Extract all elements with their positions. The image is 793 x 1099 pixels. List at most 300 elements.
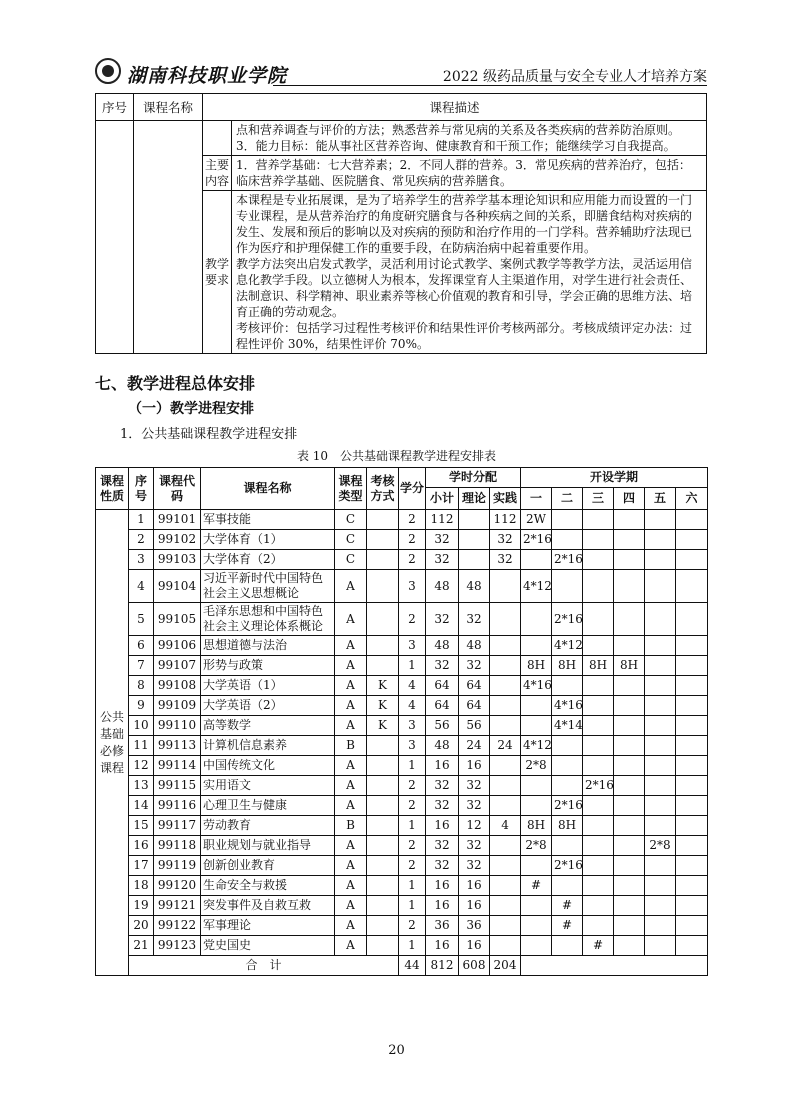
- col-name: 课程名称: [201, 468, 335, 510]
- cell-term-3: [583, 736, 614, 756]
- cell-seq: 16: [129, 836, 154, 856]
- total-label: 合 计: [129, 956, 399, 976]
- cell-practice: [490, 776, 521, 796]
- cell-theory: [459, 510, 490, 530]
- col-credit: 学分: [399, 468, 426, 510]
- col-type: 课程类型: [335, 468, 367, 510]
- cell-term-1: [521, 916, 552, 936]
- cell-term-6: [676, 916, 708, 936]
- schedule-header-row: [96, 468, 708, 488]
- school-logo-icon: [95, 58, 121, 84]
- cell-term-5: [645, 636, 676, 656]
- cell-total: 32: [426, 856, 459, 876]
- cell-term-6: [676, 776, 708, 796]
- school-name: 湖南科技职业学院: [127, 65, 288, 87]
- cell-term-2: [552, 510, 583, 530]
- cell-term-3: [583, 603, 614, 636]
- col-term-6: 六: [676, 488, 708, 510]
- cell-term-3: [583, 570, 614, 603]
- cell-term-5: [645, 716, 676, 736]
- col-practice: 实践: [490, 488, 521, 510]
- cell-exam: K: [367, 716, 399, 736]
- cell-type: C: [335, 510, 367, 530]
- cell-total: 48: [426, 736, 459, 756]
- cell-code: 99116: [154, 796, 201, 816]
- sub-subsection-title: 1．公共基础课程教学进程安排: [120, 427, 298, 442]
- cell-name: 形势与政策: [201, 656, 335, 676]
- cell-credit: 2: [399, 916, 426, 936]
- table-row: [96, 876, 708, 896]
- cell-practice: 4: [490, 816, 521, 836]
- cell-code: 99117: [154, 816, 201, 836]
- cell-practice: [490, 936, 521, 956]
- cell-term-2: #: [552, 896, 583, 916]
- cell-credit: 2: [399, 510, 426, 530]
- cell-exam: [367, 570, 399, 603]
- cell-practice: 32: [490, 530, 521, 550]
- table-row: [96, 676, 708, 696]
- cell-term-4: [614, 916, 645, 936]
- cell-term-3: [583, 676, 614, 696]
- cell-credit: 1: [399, 756, 426, 776]
- cell-code: 99120: [154, 876, 201, 896]
- cell-total: 32: [426, 656, 459, 676]
- cell-term-2: 4*14: [552, 716, 583, 736]
- desc-continuation-row: [96, 121, 707, 156]
- cell-code: 99104: [154, 570, 201, 603]
- header-rule: [273, 85, 707, 86]
- cell-seq: 19: [129, 896, 154, 916]
- page-number: 20: [388, 1043, 405, 1058]
- cell-credit: 2: [399, 530, 426, 550]
- cell-theory: [459, 530, 490, 550]
- col-theory: 理论: [459, 488, 490, 510]
- cell-exam: [367, 816, 399, 836]
- cell-theory: 48: [459, 636, 490, 656]
- cell-name: 心理卫生与健康: [201, 796, 335, 816]
- cell-credit: 2: [399, 796, 426, 816]
- cell-practice: [490, 916, 521, 936]
- cell-exam: [367, 636, 399, 656]
- desc-continued-text: [232, 121, 707, 156]
- cell-term-6: [676, 856, 708, 876]
- table-row: [96, 636, 708, 656]
- cell-term-4: [614, 876, 645, 896]
- cell-exam: [367, 756, 399, 776]
- cell-credit: 2: [399, 836, 426, 856]
- total-theory: 608: [459, 956, 490, 976]
- cell-name: 突发事件及自救互救: [201, 896, 335, 916]
- cell-term-2: 8H: [552, 816, 583, 836]
- cell-term-6: [676, 530, 708, 550]
- cell-term-5: [645, 756, 676, 776]
- cell-total: 32: [426, 836, 459, 856]
- cell-code: 99122: [154, 916, 201, 936]
- cell-name: 高等数学: [201, 716, 335, 736]
- cell-seq: 5: [129, 603, 154, 636]
- cell-term-3: [583, 636, 614, 656]
- cell-total: 16: [426, 816, 459, 836]
- cell-name: 军事技能: [201, 510, 335, 530]
- cell-term-5: [645, 776, 676, 796]
- total-practice: 204: [490, 956, 521, 976]
- cell-name: 劳动教育: [201, 816, 335, 836]
- cell-theory: 16: [459, 756, 490, 776]
- cell-exam: K: [367, 696, 399, 716]
- cell-total: 32: [426, 796, 459, 816]
- cell-seq: 20: [129, 916, 154, 936]
- cell-term-5: [645, 896, 676, 916]
- cell-type: A: [335, 696, 367, 716]
- col-nature: 课程性质: [96, 468, 129, 510]
- total-row: [96, 956, 708, 976]
- cell-seq: 4: [129, 570, 154, 603]
- cell-term-2: [552, 756, 583, 776]
- cell-term-6: [676, 550, 708, 570]
- cell-term-6: [676, 756, 708, 776]
- col-exam: 考核方式: [367, 468, 399, 510]
- cell-total: 112: [426, 510, 459, 530]
- cell-term-3: [583, 550, 614, 570]
- cell-term-1: [521, 603, 552, 636]
- cell-term-2: 4*12: [552, 636, 583, 656]
- cell-term-6: [676, 570, 708, 603]
- cell-term-3: [583, 876, 614, 896]
- cell-term-5: [645, 603, 676, 636]
- cell-theory: 32: [459, 776, 490, 796]
- cell-term-5: [645, 530, 676, 550]
- table-row: [96, 656, 708, 676]
- cell-term-4: [614, 936, 645, 956]
- cell-term-4: [614, 716, 645, 736]
- cell-practice: [490, 656, 521, 676]
- cell-name: 计算机信息素养: [201, 736, 335, 756]
- cell-total: 16: [426, 756, 459, 776]
- cell-term-5: [645, 696, 676, 716]
- cell-theory: 32: [459, 656, 490, 676]
- cell-practice: [490, 716, 521, 736]
- cell-total: 32: [426, 530, 459, 550]
- cell-term-5: [645, 796, 676, 816]
- cell-exam: [367, 836, 399, 856]
- cell-code: 99108: [154, 676, 201, 696]
- cell-practice: [490, 876, 521, 896]
- cell-exam: K: [367, 676, 399, 696]
- cell-type: A: [335, 656, 367, 676]
- requirement-text: [232, 191, 707, 354]
- desc-line: 点和营养调查与评价的方法；熟悉营养与常见病的关系及各类疾病的营养防治原则。: [236, 123, 681, 137]
- cell-type: A: [335, 876, 367, 896]
- cell-credit: 4: [399, 676, 426, 696]
- cell-name: 实用语文: [201, 776, 335, 796]
- cell-seq: 1: [129, 510, 154, 530]
- requirement-paragraph: 本课程是专业拓展课，是为了培养学生的营养学基本理论知识和应用能力而设置的一门专业课程，是从营养治疗的角度研究膳食与各种疾病之间的关系，即膳食结构对疾病的发生、发展和预后的影响以及对疾病的预防和治疗作用的一门学科。营养辅助疗法现已作为医疗和护理保健工作的重要手段，在防病治病中起着重要作用。: [236, 193, 693, 255]
- cell-term-5: [645, 550, 676, 570]
- table-row: [96, 816, 708, 836]
- cell-term-2: [552, 936, 583, 956]
- cell-term-1: [521, 716, 552, 736]
- cell-exam: [367, 936, 399, 956]
- cell-term-4: [614, 736, 645, 756]
- cell-code: 99121: [154, 896, 201, 916]
- cell-exam: [367, 896, 399, 916]
- section-title: 七、教学进程总体安排: [95, 374, 256, 393]
- cell-term-2: 4*16: [552, 696, 583, 716]
- cell-total: 16: [426, 876, 459, 896]
- desc-line: 3．能力目标：能从事社区营养咨询、健康教育和干预工作；能继续学习自我提高。: [236, 139, 676, 153]
- cell-term-4: [614, 836, 645, 856]
- cell-code: 99113: [154, 736, 201, 756]
- cell-credit: 1: [399, 936, 426, 956]
- cell-term-5: [645, 570, 676, 603]
- cell-total: 32: [426, 776, 459, 796]
- cell-credit: 3: [399, 716, 426, 736]
- cell-type: A: [335, 570, 367, 603]
- cell-term-1: 2*8: [521, 836, 552, 856]
- table-row: [96, 696, 708, 716]
- cell-credit: 3: [399, 636, 426, 656]
- cell-type: C: [335, 530, 367, 550]
- cell-theory: [459, 550, 490, 570]
- table-caption: 表 10 公共基础课程教学进程安排表: [296, 449, 497, 463]
- cell-name: 职业规划与就业指导: [201, 836, 335, 856]
- cell-practice: [490, 696, 521, 716]
- cell-credit: 1: [399, 896, 426, 916]
- cell-name: 习近平新时代中国特色社会主义思想概论: [201, 570, 335, 603]
- cell-term-1: [521, 796, 552, 816]
- cell-theory: 24: [459, 736, 490, 756]
- cell-term-1: 4*16: [521, 676, 552, 696]
- cell-term-2: 2*16: [552, 603, 583, 636]
- cell-term-3: [583, 530, 614, 550]
- cell-term-4: [614, 756, 645, 776]
- requirement-label: 教学要求: [203, 191, 232, 354]
- cell-seq: 17: [129, 856, 154, 876]
- cell-total: 48: [426, 570, 459, 603]
- cell-seq: 7: [129, 656, 154, 676]
- cell-practice: [490, 796, 521, 816]
- cell-term-6: [676, 816, 708, 836]
- cell-term-2: [552, 776, 583, 796]
- table-row: [96, 530, 708, 550]
- cell-seq: 9: [129, 696, 154, 716]
- cell-theory: 16: [459, 896, 490, 916]
- cell-type: A: [335, 836, 367, 856]
- cell-term-3: [583, 696, 614, 716]
- cell-seq: 15: [129, 816, 154, 836]
- cell-term-1: 2W: [521, 510, 552, 530]
- cell-term-5: [645, 656, 676, 676]
- cell-theory: 64: [459, 676, 490, 696]
- cell-type: A: [335, 896, 367, 916]
- table-row: [96, 856, 708, 876]
- cell-term-5: 2*8: [645, 836, 676, 856]
- cell-term-6: [676, 510, 708, 530]
- cell-exam: [367, 876, 399, 896]
- cell-code: 99106: [154, 636, 201, 656]
- cell-term-6: [676, 876, 708, 896]
- cell-practice: [490, 896, 521, 916]
- cell-total: 64: [426, 676, 459, 696]
- cell-term-1: 2*8: [521, 756, 552, 776]
- cell-term-5: [645, 676, 676, 696]
- table-row: [96, 936, 708, 956]
- cell-name: 毛泽东思想和中国特色社会主义理论体系概论: [201, 603, 335, 636]
- cell-term-6: [676, 936, 708, 956]
- cell-term-4: [614, 896, 645, 916]
- table-row: [96, 603, 708, 636]
- cell-exam: [367, 530, 399, 550]
- course-description-table: [95, 93, 707, 354]
- cell-term-1: #: [521, 876, 552, 896]
- cell-exam: [367, 550, 399, 570]
- cell-name: 生命安全与救援: [201, 876, 335, 896]
- table-row: [96, 796, 708, 816]
- cell-term-2: [552, 736, 583, 756]
- cell-credit: 4: [399, 696, 426, 716]
- cell-code: 99101: [154, 510, 201, 530]
- table-row: [96, 916, 708, 936]
- cell-name: 党史国史: [201, 936, 335, 956]
- cell-term-2: [552, 530, 583, 550]
- cell-term-1: [521, 550, 552, 570]
- cell-seq: 6: [129, 636, 154, 656]
- cell-term-3: [583, 796, 614, 816]
- cell-seq: 12: [129, 756, 154, 776]
- cell-term-6: [676, 603, 708, 636]
- cell-term-5: [645, 856, 676, 876]
- cell-term-1: 8H: [521, 816, 552, 836]
- cell-credit: 2: [399, 603, 426, 636]
- cell-term-6: [676, 676, 708, 696]
- cell-term-1: [521, 776, 552, 796]
- table-row: [96, 836, 708, 856]
- cell-type: A: [335, 636, 367, 656]
- cell-type: C: [335, 550, 367, 570]
- cell-seq: 10: [129, 716, 154, 736]
- cell-theory: 36: [459, 916, 490, 936]
- col-term-3: 三: [583, 488, 614, 510]
- cell-term-3: [583, 916, 614, 936]
- cell-term-3: 2*16: [583, 776, 614, 796]
- cell-term-6: [676, 896, 708, 916]
- cell-term-6: [676, 796, 708, 816]
- cell-term-3: [583, 836, 614, 856]
- schedule-table: [95, 467, 708, 976]
- cell-term-4: 8H: [614, 656, 645, 676]
- col-total: 小计: [426, 488, 459, 510]
- cell-term-3: [583, 896, 614, 916]
- cell-term-4: [614, 550, 645, 570]
- requirement-paragraph: 教学方法突出启发式教学，灵活利用讨论式教学、案例式教学等教学方法，灵活运用信息化教学手段。以立德树人为根本，发挥课堂育人主渠道作用，对学生进行社会责任、法制意识、科学精神、职业素养等核心价值观的教育和引导，学会正确的思维方法、培育正确的劳动观念。: [236, 257, 693, 319]
- cell-theory: 64: [459, 696, 490, 716]
- cell-type: A: [335, 916, 367, 936]
- cell-term-2: [552, 676, 583, 696]
- cell-term-6: [676, 736, 708, 756]
- cell-credit: 2: [399, 776, 426, 796]
- table-row: [96, 896, 708, 916]
- cell-code: 99103: [154, 550, 201, 570]
- cell-term-5: [645, 816, 676, 836]
- cell-term-2: [552, 570, 583, 603]
- cell-exam: [367, 856, 399, 876]
- cell-type: A: [335, 756, 367, 776]
- course-category: 公共基础必修课程: [96, 510, 129, 976]
- table-row: [96, 716, 708, 736]
- cell-term-1: 4*12: [521, 736, 552, 756]
- cell-practice: [490, 676, 521, 696]
- content-text: 1．营养学基础：七大营养素；2．不同人群的营养。3．常见疾病的营养治疗，包括：临床营养学基础、医院膳食、常见疾病的营养膳食。: [232, 156, 707, 191]
- cell-exam: [367, 916, 399, 936]
- desc-header-row: [96, 94, 707, 121]
- cell-total: 16: [426, 936, 459, 956]
- cell-theory: 32: [459, 836, 490, 856]
- cell-term-6: [676, 836, 708, 856]
- cell-term-3: [583, 856, 614, 876]
- cell-term-4: [614, 510, 645, 530]
- cell-term-2: 2*16: [552, 856, 583, 876]
- cell-term-2: 2*16: [552, 550, 583, 570]
- col-code: 课程代码: [154, 468, 201, 510]
- cell-term-3: #: [583, 936, 614, 956]
- col-term-4: 四: [614, 488, 645, 510]
- cell-term-4: [614, 570, 645, 603]
- cell-term-3: [583, 510, 614, 530]
- cell-code: 99109: [154, 696, 201, 716]
- requirement-paragraph: 考核评价：包括学习过程性考核评价和结果性评价考核两部分。考核成绩评定办法：过程性评价 30%，结果性评价 70%。: [236, 321, 693, 351]
- col-term-2: 二: [552, 488, 583, 510]
- table-row: [96, 570, 708, 603]
- cell-total: 64: [426, 696, 459, 716]
- cell-term-5: [645, 916, 676, 936]
- cell-term-6: [676, 636, 708, 656]
- cell-theory: 16: [459, 936, 490, 956]
- cell-name: 思想道德与法治: [201, 636, 335, 656]
- cell-practice: [490, 570, 521, 603]
- cell-type: A: [335, 796, 367, 816]
- cell-term-5: [645, 736, 676, 756]
- cell-type: A: [335, 676, 367, 696]
- cell-name: 大学英语（2）: [201, 696, 335, 716]
- cell-name: 创新创业教育: [201, 856, 335, 876]
- cell-type: A: [335, 603, 367, 636]
- table-row: [96, 550, 708, 570]
- cell-practice: 24: [490, 736, 521, 756]
- cell-credit: 1: [399, 876, 426, 896]
- cell-type: B: [335, 816, 367, 836]
- cell-seq: 14: [129, 796, 154, 816]
- cell-practice: [490, 636, 521, 656]
- cell-term-4: [614, 530, 645, 550]
- cell-term-1: [521, 636, 552, 656]
- empty-cell: [521, 956, 708, 976]
- cell-term-4: [614, 796, 645, 816]
- cell-term-2: [552, 836, 583, 856]
- total-hours: 812: [426, 956, 459, 976]
- cell-term-3: [583, 756, 614, 776]
- col-term-1: 一: [521, 488, 552, 510]
- cell-theory: 32: [459, 603, 490, 636]
- cell-seq: 11: [129, 736, 154, 756]
- cell-code: 99118: [154, 836, 201, 856]
- cell-seq: 18: [129, 876, 154, 896]
- cell-term-1: [521, 896, 552, 916]
- desc-col-description: 课程描述: [203, 94, 707, 121]
- cell-practice: [490, 856, 521, 876]
- cell-name: 军事理论: [201, 916, 335, 936]
- cell-term-5: [645, 936, 676, 956]
- cell-term-4: [614, 856, 645, 876]
